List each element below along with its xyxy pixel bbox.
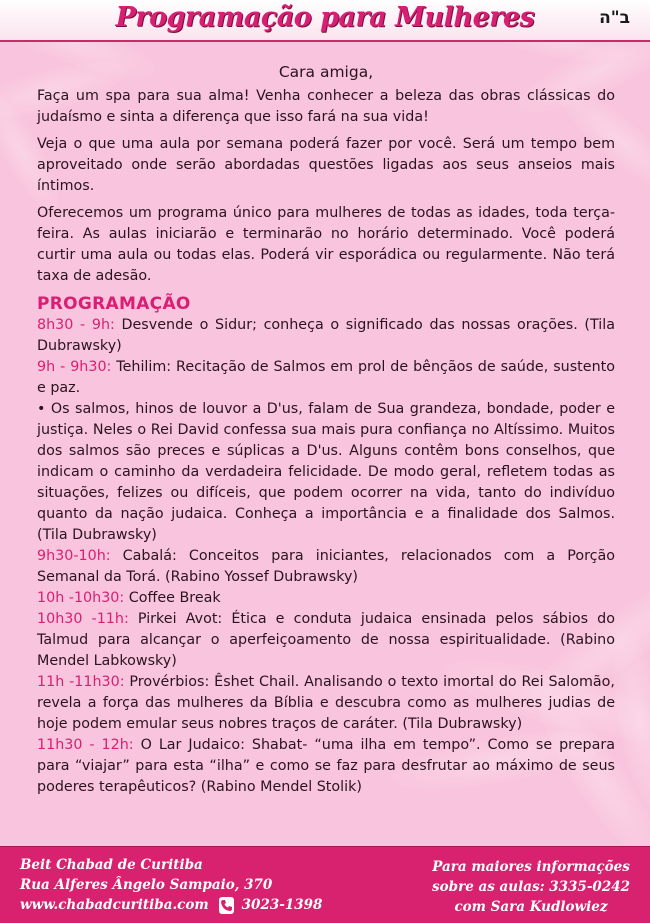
intro-paragraph-1: Faça um spa para sua alma! Venha conhecer a beleza das obras clássicas do judaísmo e sinta a diferença que isso fará na sua vida!: [37, 88, 615, 125]
program-item-time: 10h30 -11h:: [37, 611, 129, 627]
program-item: [37, 735, 615, 798]
address: Rua Alferes Ângelo Sampaio, 370: [20, 877, 273, 893]
footer-info: [432, 857, 630, 917]
page-title: Programação para Mulheres: [115, 2, 535, 33]
program-item: [37, 399, 615, 546]
program-item-time: 8h30 - 9h:: [37, 317, 115, 333]
program-item-time: 9h - 9h30:: [37, 359, 112, 375]
program-item-time: 11h -11h30:: [37, 674, 125, 690]
website-link[interactable]: www.chabadcuritiba.com: [20, 897, 209, 913]
program-item: [37, 588, 615, 609]
program-title: PROGRAMAÇÃO: [37, 294, 191, 314]
program-item: [37, 609, 615, 672]
program-item-text: Pirkei Avot: Ética e conduta judaica ensinada pelos sábios do Talmud para alcançar o aperfeiçoamento de nossa espiritualidade. (Rabino Mendel Labkowsky): [37, 611, 615, 669]
bh-mark: ב"ה: [599, 8, 630, 28]
header-bar: [0, 0, 650, 42]
program-item: [37, 672, 615, 735]
program-item-text: O Lar Judaico: Shabat- “uma ilha em tempo”. Como se prepara para “viajar” para esta “ilha” e como se faz para desfrutar ao máximo de seus poderes terapêuticos? (Rabino Mendel Stolik): [37, 737, 615, 795]
program-item-time: 10h -10h30:: [37, 590, 125, 606]
footer: [0, 846, 650, 923]
program-item: [37, 546, 615, 588]
program-item-text: Coffee Break: [124, 590, 221, 606]
program-item: [37, 357, 615, 399]
info-line-1: Para maiores informações: [432, 859, 630, 875]
program-item: [37, 315, 615, 357]
program-item-text: • Os salmos, hinos de louvor a D'us, falam de Sua grandeza, bondade, poder e justiça. Neles o Rei David confessa sua mais pura confiança no Altíssimo. Muitos dos salmos são preces e súplicas a D'us. Alguns contêm bons conselhos, que indicam o caminho da verdadeira felicidade. De modo geral, refletem todas as situações, felizes ou difíceis, que podem ocorrer na vida, tanto do indivíduo quanto da nação judaica. Conheça a importância e a finalidade dos Salmos. (Tila Dubrawsky): [37, 401, 615, 543]
info-line-2: sobre as aulas: 3335-0242: [432, 879, 630, 895]
info-line-3: com Sara Kudlowiez: [454, 899, 608, 915]
main-content: [37, 62, 615, 798]
phone-icon: [219, 897, 234, 914]
intro-paragraph-3: Oferecemos um programa único para mulheres de todas as idades, toda terça-feira. As aulas iniciarão e terminarão no horário determinado. Você poderá curtir uma aula ou todas elas. Poderá vir esporádica ou regularmente. Não terá taxa de adesão.: [37, 205, 615, 284]
phone-number[interactable]: 3023-1398: [241, 897, 323, 913]
program-item-time: 9h30-10h:: [37, 548, 111, 564]
website-phone-line: [20, 895, 322, 915]
greeting: Cara amiga,: [278, 63, 374, 81]
program-item-time: 11h30 - 12h:: [37, 737, 134, 753]
program-item-text: Provérbios: Êshet Chail. Analisando o texto imortal do Rei Salomão, revela a força das mulheres da Bíblia e descubra como as mulheres judias de hoje podem emular seus nobres traços de caráter. (Tila Dubrawsky): [37, 674, 615, 732]
org-name: Beit Chabad de Curitiba: [20, 857, 203, 873]
program-item-text: Cabalá: Conceitos para iniciantes, relacionados com a Porção Semanal da Torá. (Rabino Yossef Dubrawsky): [37, 548, 615, 585]
program-item-text: Desvende o Sidur; conheça o significado das nossas orações. (Tila Dubrawsky): [37, 317, 615, 354]
intro-paragraph-2: Veja o que uma aula por semana poderá fazer por você. Será um tempo bem aproveitado onde serão abordadas questões ligadas aos seus anseios mais íntimos.: [37, 136, 615, 194]
program-item-text: Tehilim: Recitação de Salmos em prol de bênçãos de saúde, sustento e paz.: [37, 359, 615, 396]
footer-contact: [20, 855, 322, 915]
